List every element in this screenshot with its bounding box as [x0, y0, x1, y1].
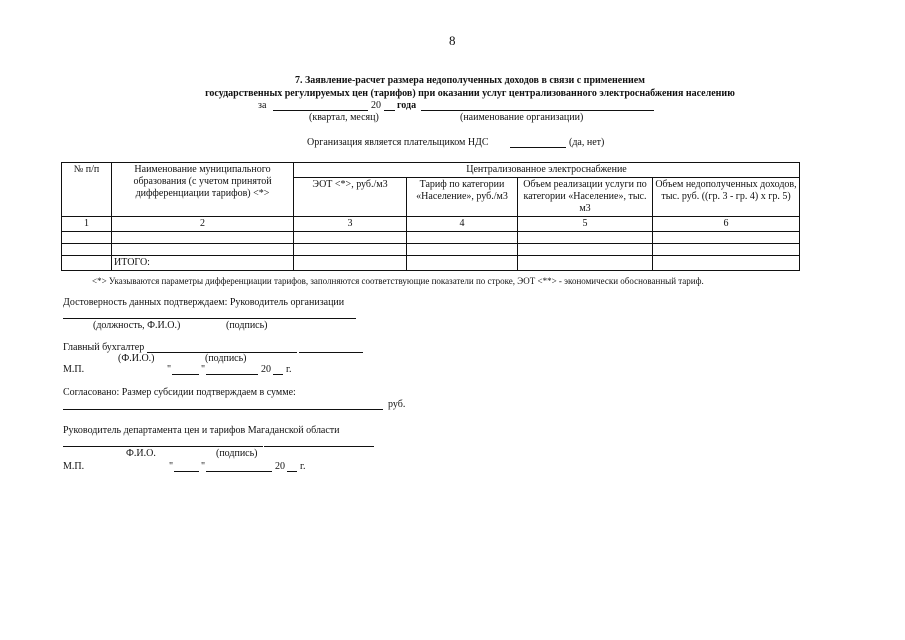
vat-hint: (да, нет)	[569, 137, 605, 148]
stamp-label: М.П.	[63, 364, 85, 375]
header-tariff: Тариф по категории «Население», руб./м3	[407, 178, 518, 217]
col-number: 4	[407, 217, 518, 232]
date2-quote-close: "	[201, 461, 206, 472]
chief-accountant-label: Главный бухгалтер	[63, 342, 145, 353]
header-group: Централизованное электроснабжение	[294, 163, 800, 178]
date-year-suffix: г.	[286, 364, 292, 375]
date-year-field	[273, 374, 283, 375]
vat-field	[510, 147, 566, 148]
date-quote-close: "	[201, 364, 206, 375]
date2-year-prefix: 20	[275, 461, 285, 472]
col-number: 5	[518, 217, 653, 232]
date-day-field	[172, 374, 199, 375]
period-za-label: за	[258, 100, 267, 111]
org-name-field	[421, 110, 654, 111]
dept-head-name-line	[63, 446, 263, 447]
header-volume: Объем реализации услуги по категории «Население», тыс. м3	[518, 178, 653, 217]
year-field	[384, 110, 395, 111]
date2-month-field	[206, 471, 272, 472]
agreed-label: Согласовано: Размер субсидии подтверждаем в сумме:	[63, 387, 296, 398]
date-quote-open: "	[167, 364, 172, 375]
fio-hint-2: Ф.И.О.	[126, 448, 156, 459]
col-number: 3	[294, 217, 407, 232]
chief-accountant-signature-line	[299, 352, 363, 353]
signature-hint-3: (подпись)	[216, 448, 258, 459]
col-number: 1	[62, 217, 112, 232]
fio-hint: (Ф.И.О.)	[118, 353, 155, 364]
date2-year-field	[287, 471, 297, 472]
header-num: № п/п	[62, 163, 112, 217]
head-signature-line	[63, 318, 356, 319]
year-prefix: 20	[371, 100, 381, 111]
table-row	[62, 232, 800, 244]
stamp-label-2: М.П.	[63, 461, 85, 472]
rub-label: руб.	[388, 399, 406, 410]
date-month-field	[206, 374, 258, 375]
col-number: 6	[653, 217, 800, 232]
position-hint: (должность, Ф.И.О.)	[93, 320, 181, 331]
signature-hint: (подпись)	[226, 320, 268, 331]
header-eot: ЭОТ <*>, руб./м3	[294, 178, 407, 217]
total-row	[62, 256, 800, 271]
date2-year-suffix: г.	[300, 461, 306, 472]
confirm-label: Достоверность данных подтверждаем: Руководитель организации	[63, 297, 345, 308]
date2-day-field	[174, 471, 199, 472]
total-label: ИТОГО:	[112, 256, 294, 271]
vat-label: Организация является плательщиком НДС	[307, 137, 489, 148]
signature-hint-2: (подпись)	[205, 353, 247, 364]
subsidy-amount-line	[63, 409, 383, 410]
form-title-line-2: государственных регулируемых цен (тарифов) при оказании услуг централизованного электроснабжения населению	[205, 88, 735, 99]
col-number: 2	[112, 217, 294, 232]
date-year-prefix: 20	[261, 364, 271, 375]
year-suffix: года	[397, 100, 417, 111]
form-title-line-1: 7. Заявление-расчет размера недополученных доходов в связи с применением	[294, 75, 645, 86]
page-number: 8	[449, 33, 456, 48]
header-municipality: Наименование муниципального образования (с учетом принятой дифференциации тарифов) <*>	[112, 163, 294, 217]
header-lost-income: Объем недополученных доходов, тыс. руб. ((гр. 3 - гр. 4) x гр. 5)	[653, 178, 800, 217]
footnote: <*> Указываются параметры дифференциации тарифов, заполняются соответствующие показатели по строке, ЭОТ <**> - экономически обоснованный тариф.	[92, 276, 704, 286]
period-field	[273, 110, 368, 111]
period-hint: (квартал, месяц)	[309, 112, 379, 123]
date2-quote-open: "	[169, 461, 174, 472]
dept-head-signature-line	[264, 446, 374, 447]
table-row	[62, 244, 800, 256]
org-name-hint: (наименование организации)	[460, 112, 584, 123]
calculation-table	[61, 162, 800, 271]
dept-head-label: Руководитель департамента цен и тарифов Магаданской области	[63, 425, 340, 436]
